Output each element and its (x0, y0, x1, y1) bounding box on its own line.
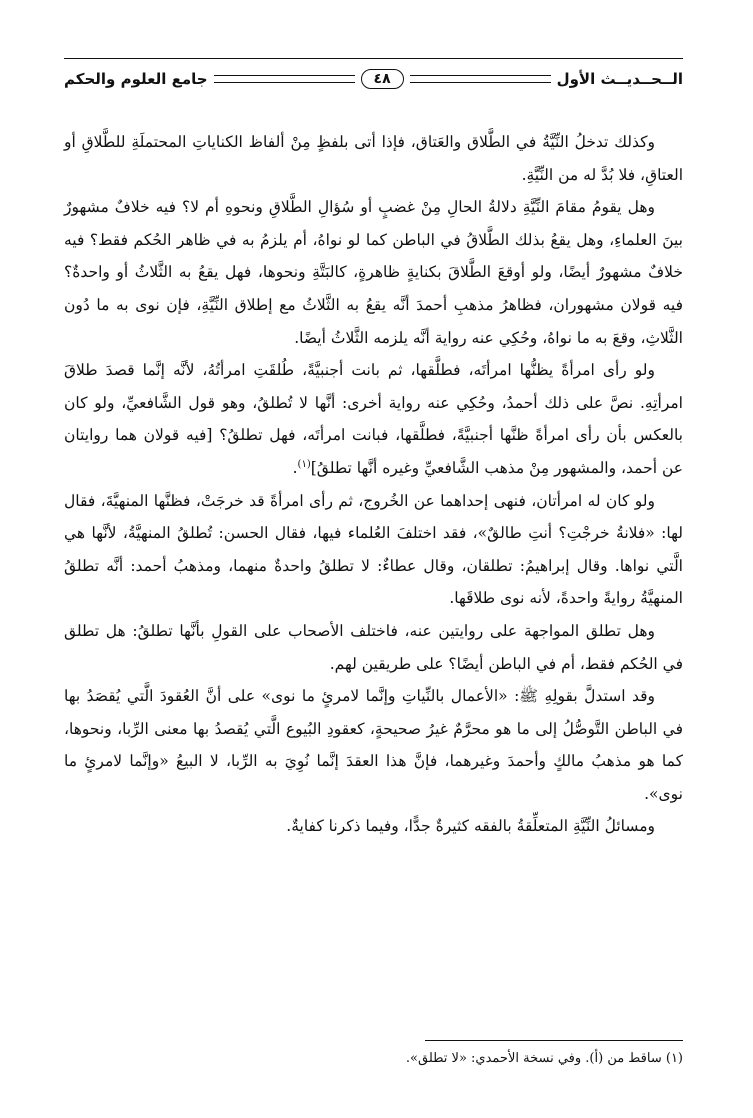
paragraph: ولو كان له امرأتان، فنهى إحداهما عن الخُروج، ثم رأى امرأةً قد خرجَتْ، فظنَّها المنهيَّةَ، فقال لها: «فلانةُ خرجْتِ؟ أنتِ طالقٌ»، فقد اختلفَ العُلماء فيها، فقال الحسن: تُطلقُ المنهيَّةُ، لأنَّها هي الَّتي نواها. وقال إبراهيمُ: تطلقان، وقال عطاءٌ: لا تطلقُ واحدةٌ منهما، ومذهبُ أحمد: أنَّه تطلقُ المنهيَّةُ روايةً واحدةً، لأنه نوى طلاقَها. (64, 491, 683, 608)
main-text (64, 126, 683, 843)
paragraph: وقد استدلَّ بقولِهِ ﷺ: «الأعمال بالنِّياتِ وإنَّما لامرئٍ ما نوى» على أنَّ العُقودَ الَّتي يُقصَدُ بها في الباطن التَّوصُّلُ إلى ما هو محرَّمٌ غيرُ صحيحةٍ، كعقودِ البُيوع الَّتي يُقصدُ بها معنى الرِّبا، ونحوها، كما هو مذهبُ مالكٍ وأحمدَ وغيرهما، فإنَّ هذا العقدَ إنَّما نُوِيَ به الرِّبا، لا البيعُ «وإنَّما لامرئٍ ما نوى». (64, 687, 683, 803)
paragraph: ومسائلُ النِّيَّةِ المتعلِّقةُ بالفقه كثيرةٌ جدًّا، وفيما ذكرنا كفايةٌ. (286, 817, 655, 836)
footnote-text: ساقط من (أ). وفي نسخة الأحمدي: «لا تطلق». (405, 1051, 662, 1066)
footnote-separator (425, 1040, 683, 1041)
paragraph: وهل يقومُ مقامَ النِّيَّةِ دلالةُ الحالِ مِنْ غضبٍ أو سُؤالِ الطَّلاقِ ونحوهِ أم لا؟ فيه خلافٌ مشهورٌ بينَ العلماءِ، وهل يقعُ بذلك الطَّلاقُ في الباطن كما لو نواهُ، أم يلزمُ به في ظاهر الحُكم فقط؟ فيه خلافٌ مشهورٌ أيضًا، ولو أوقعَ الطَّلاقَ بكنايةٍ ظاهرةٍ، كالبَتَّةِ ونحوها، فهل يقعُ به الثَّلاثُ أو واحدةٌ؟ فيه قولان مشهوران، فظاهرُ مذهبِ أحمدَ أنَّه يقعُ به الثَّلاثُ مع إطلاق النِّيَّةِ، فإن نوى به ما دُون الثَّلاثِ، وقعَ به ما نواهُ، وحُكِي عنه رواية أنَّه يلزمه الثَّلاثُ أيضًا. (64, 198, 683, 347)
paragraph: وهل تطلق المواجهة على روايتين عنه، فاختلف الأصحاب على القولِ بأنَّها تطلقُ: هل تطلق في الحُكم فقط، أم في الباطن أيضًا؟ على طريقين لهم. (64, 621, 683, 673)
paragraph-end-mark: . (292, 458, 298, 477)
book-page (64, 40, 683, 1100)
header-double-rule-left (214, 75, 355, 83)
header-double-rule-right (410, 75, 551, 83)
paragraph: وكذلك تدخلُ النِّيَّةُ في الطَّلاق والعَتاق، فإذا أتى بلفظٍ مِنْ ألفاظ الكناياتِ المحتملَةِ للطَّلاقِ أو العتاقِ، فلا بُدَّ له من النِّيَّةِ. (64, 133, 683, 184)
paragraph-with-footnote (64, 354, 683, 484)
footnote-number: (١) (665, 1051, 683, 1066)
page-number: ٤٨ (361, 69, 404, 89)
paragraph-text: ولو رأى امرأةً يظنُّها امرأتَه، فطلَّقها، ثم بانت أجنبيَّةً، طُلقَتِ امرأتُهُ، لأنَّه إنَّما قصدَ طلاقَ امرأتِهِ. نصَّ على ذلك أحمدُ، وحُكِي عنه رواية أخرى: أنَّها لا تُطلقُ، وهو قول الشَّافعيِّ، ولو كان بالعكس بأن رأى امرأةً ظنَّها أجنبيَّةً، فطلَّقها، فبانت امرأتَه، فهل تطلقُ؟ [فيه قولان هما روايتان عن أحمد، والمشهور مِنْ مذهب الشَّافعيِّ وغيره أنَّها تطلقُ] (64, 361, 683, 477)
hadith-label: الــحــديــث الأول (556, 70, 683, 88)
footnote-reference: (١) (297, 458, 311, 470)
book-title: جامع العلوم والحكم (63, 70, 208, 88)
header-top-rule (64, 58, 683, 59)
footnote (64, 1048, 683, 1070)
running-header (64, 58, 683, 98)
header-row (64, 66, 683, 92)
